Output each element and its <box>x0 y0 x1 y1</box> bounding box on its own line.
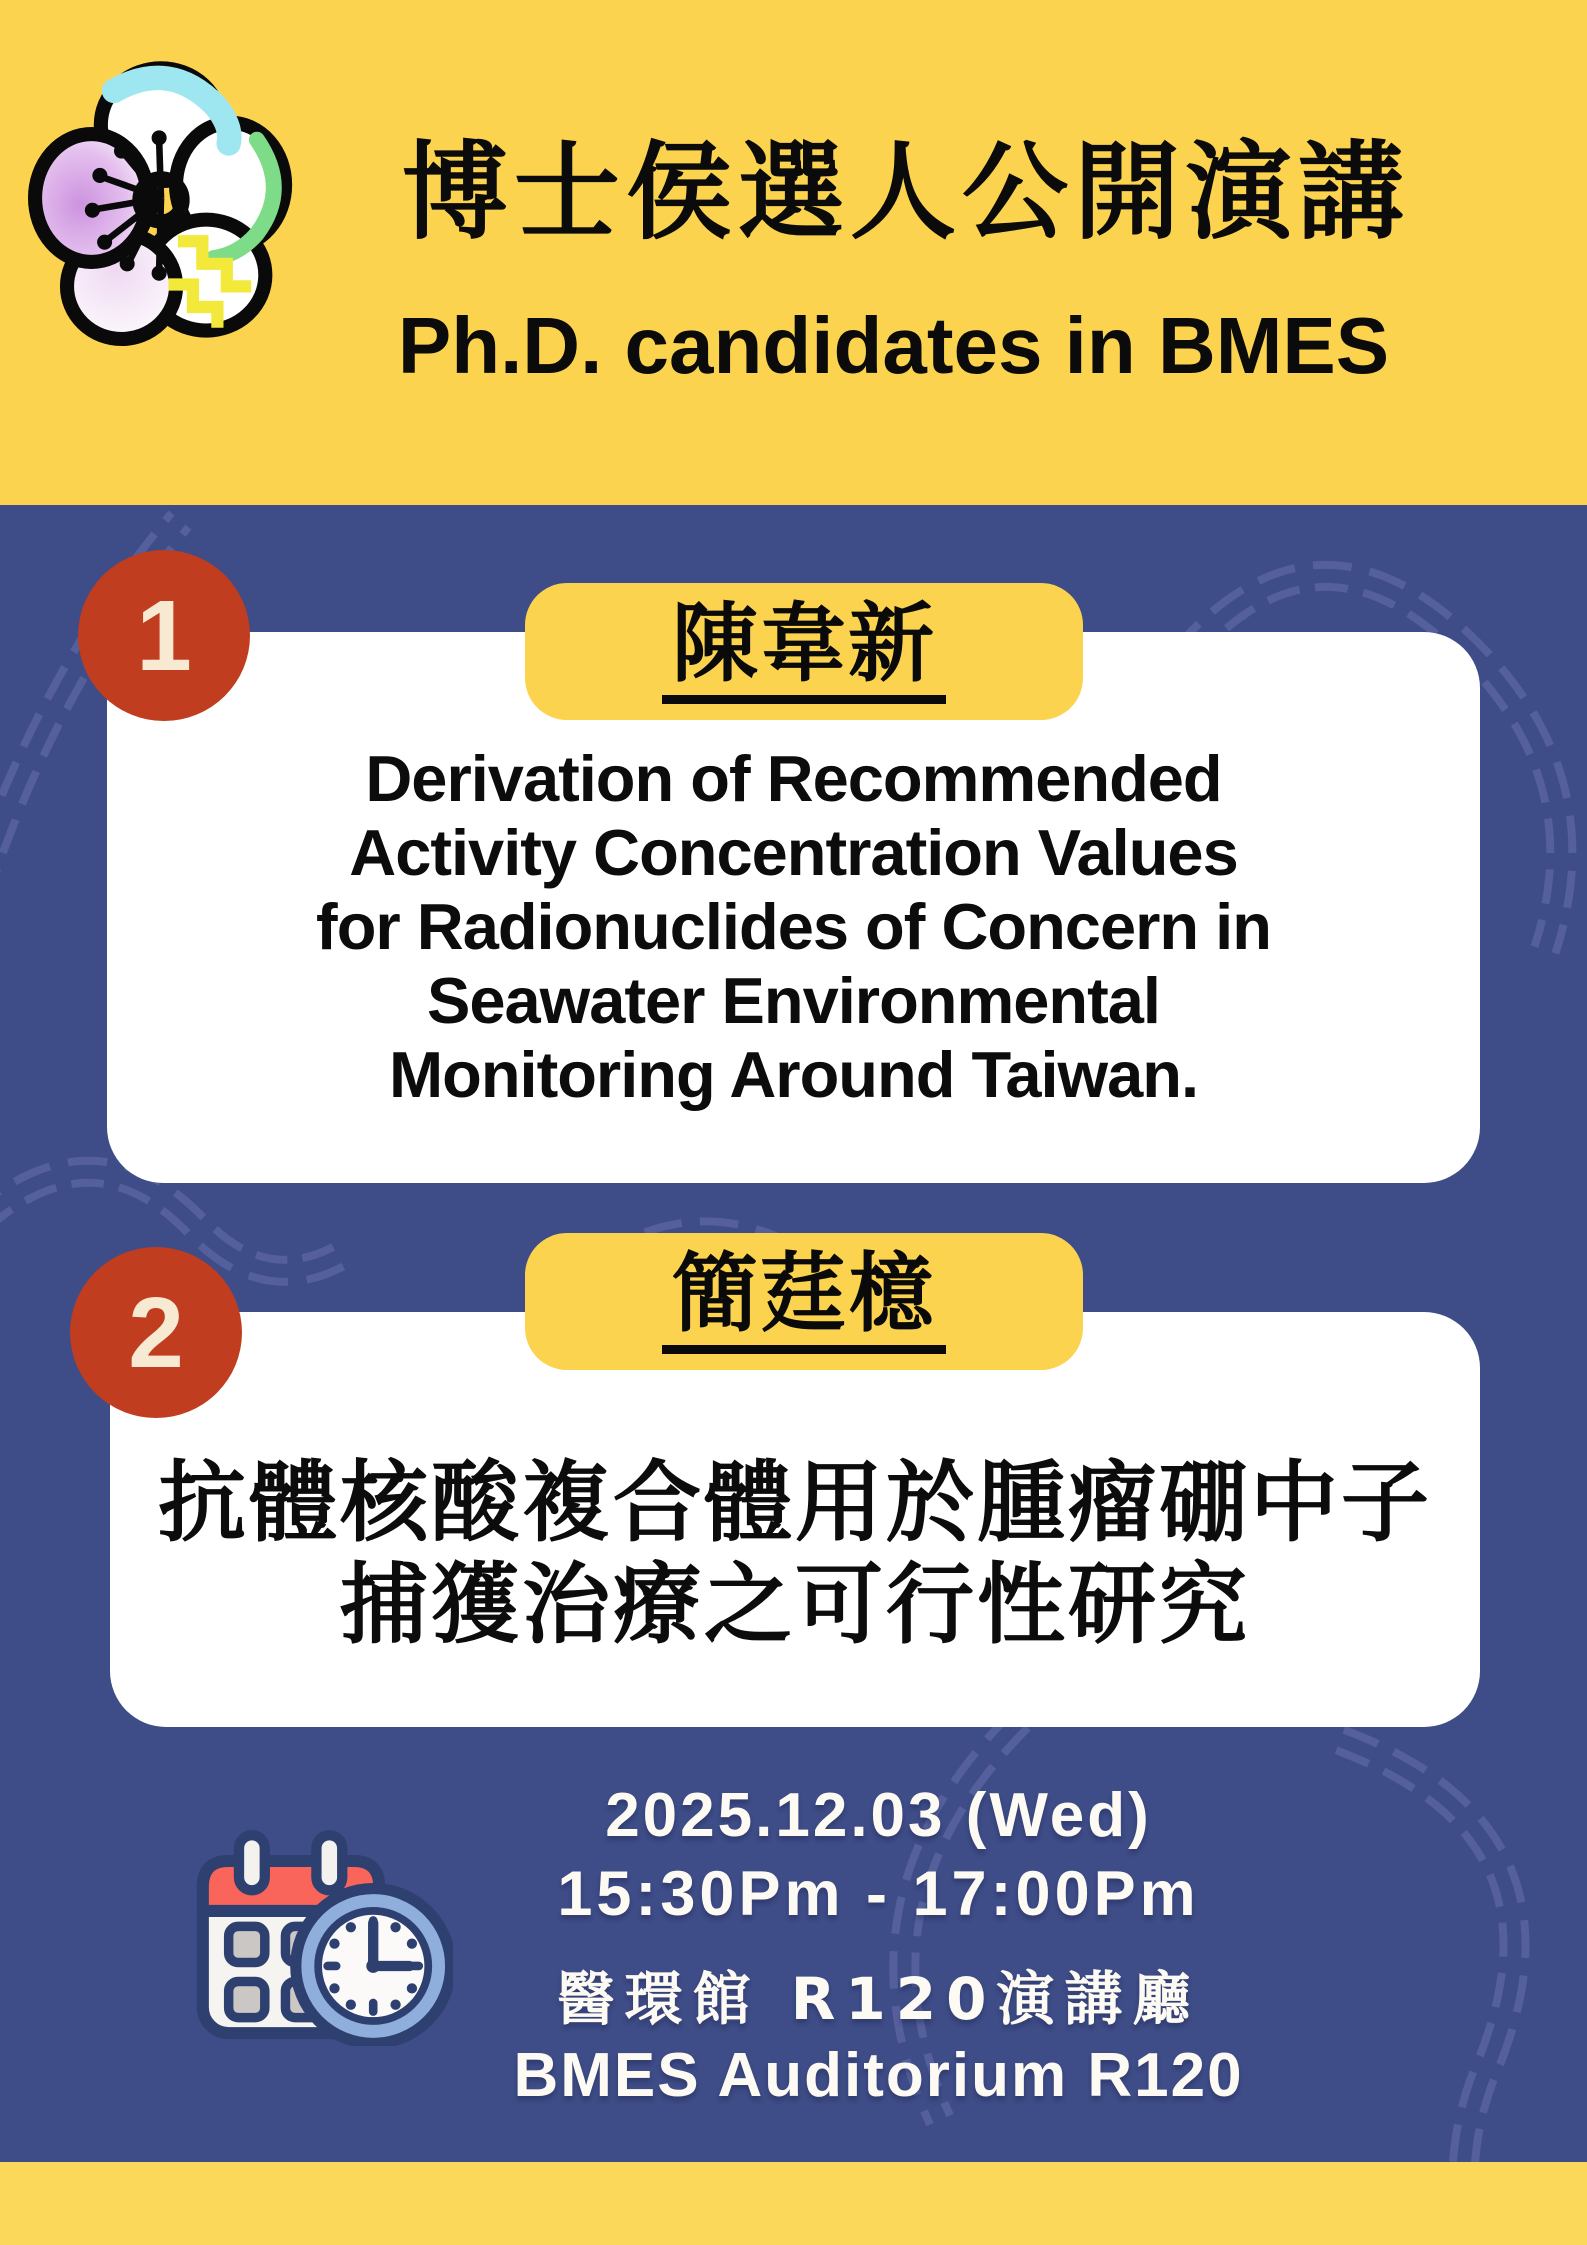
header-yellow-band <box>0 0 1587 505</box>
poster-subtitle-en: Ph.D. candidates in BMES <box>397 301 1390 390</box>
speaker-2-number: 2 <box>128 1276 184 1389</box>
talk-title-line: Seawater Environmental <box>427 964 1160 1037</box>
speaker-2-name: 簡莛檍 <box>662 1249 946 1354</box>
event-venue-zh: 醫環館 R120演講廳 <box>556 1965 1201 2033</box>
speaker-1-name: 陳韋新 <box>662 599 946 704</box>
talk-title-line: Activity Concentration Values <box>349 816 1238 889</box>
talk-title-line: 抗體核酸複合體用於腫瘤硼中子 <box>157 1451 1432 1554</box>
speaker-1-number: 1 <box>136 579 192 692</box>
talk-title-line: Monitoring Around Taiwan. <box>388 1038 1199 1111</box>
speaker-1-number-badge <box>78 550 250 721</box>
speaker-2-name-plate <box>525 1233 1083 1370</box>
talk-title-line: 捕獲治療之可行性研究 <box>339 1553 1250 1656</box>
speaker-1-talk-title <box>147 742 1440 1112</box>
event-venue-en: BMES Auditorium R120 <box>513 2041 1244 2110</box>
poster-title-zh: 博士侯選人公開演講 <box>402 131 1410 254</box>
event-date: 2025.12.03 (Wed) <box>605 1781 1152 1850</box>
footer-yellow-band <box>0 2162 1587 2245</box>
speaker-2-number-badge <box>70 1247 242 1418</box>
speaker-1-name-plate <box>525 583 1083 720</box>
event-time: 15:30Pm - 17:00Pm <box>557 1859 1200 1929</box>
talk-title-line: Derivation of Recommended <box>365 742 1222 815</box>
speaker-2-talk-title <box>150 1452 1440 1656</box>
talk-title-line: for Radionuclides of Concern in <box>316 890 1271 963</box>
